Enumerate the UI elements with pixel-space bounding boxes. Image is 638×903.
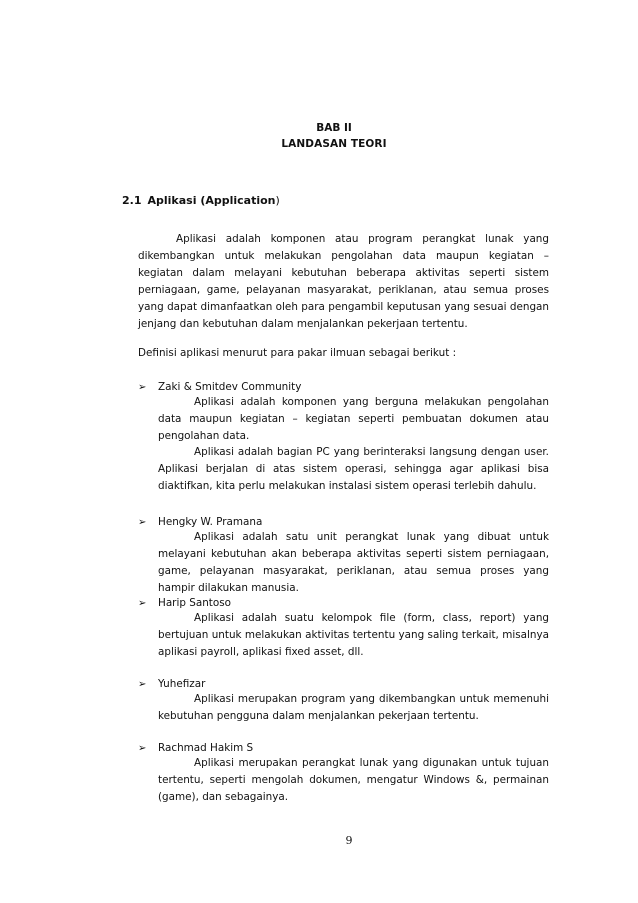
expert-definition: Aplikasi adalah suatu kelompok file (form, class, report) yang bertujuan untuk melakukan aktivitas tertentu yang saling terkait, misalnya aplikasi payroll, aplikasi fixed asset, dll.: [158, 612, 549, 659]
section-heading: [122, 194, 280, 207]
bullet-arrow-icon: ➢: [138, 382, 147, 393]
expert-name: Harip Santoso: [158, 597, 231, 609]
expert-definition: Aplikasi adalah satu unit perangkat lunak yang dibuat untuk melayani kebutuhan akan beberapa aktivitas seperti sistem perniagaan, game, pelayanan masyarakat, periklanan, atau semua proses yang hampir dilakukan manusia.: [158, 531, 549, 595]
expert-name: Rachmad Hakim S: [158, 742, 254, 754]
intro-paragraph: Aplikasi adalah komponen atau program perangkat lunak yang dikembangkan untuk melakukan pengolahan data maupun kegiatan – kegiatan dalam melayani kebutuhan beberapa aktivitas seperti sistem perniagaan, game, pelayanan masyarakat, periklanan, atau semua proses yang dapat dimanfaatkan oleh para pengambil keputusan yang sesuai dengan jenjang dan kebutuhan dalam menjalankan pekerjaan tertentu.: [138, 233, 549, 331]
section-title-tail: ): [275, 194, 280, 207]
bullet-arrow-icon: ➢: [138, 679, 147, 690]
bullet-arrow-icon: ➢: [138, 517, 147, 528]
bullet-arrow-icon: ➢: [138, 598, 147, 609]
expert-name: Hengky W. Pramana: [158, 516, 263, 528]
expert-item: [138, 516, 262, 528]
expert-name: Yuhefizar: [158, 678, 206, 690]
expert-item: [138, 678, 205, 690]
page-number: 9: [345, 834, 353, 847]
section-number: 2.1: [122, 194, 142, 207]
expert-definition: Aplikasi merupakan program yang dikembangkan untuk memenuhi kebutuhan pengguna dalam menjalankan pekerjaan tertentu.: [158, 693, 549, 723]
expert-definition: Aplikasi merupakan perangkat lunak yang digunakan untuk tujuan tertentu, seperti mengolah dokumen, mengatur Windows &, permainan (game), dan sebagainya.: [158, 757, 549, 804]
bullet-arrow-icon: ➢: [138, 743, 147, 754]
chapter-title: LANDASAN TEORI: [281, 138, 387, 150]
expert-definition: Aplikasi adalah bagian PC yang berinteraksi langsung dengan user. Aplikasi berjalan di atas sistem operasi, sehingga agar aplikasi bisa diaktifkan, kita perlu melakukan instalasi sistem operasi terlebih dahulu.: [158, 446, 549, 493]
expert-item: [138, 742, 253, 754]
expert-item: [138, 597, 231, 609]
expert-item: [138, 381, 301, 393]
definitions-intro: Definisi aplikasi menurut para pakar ilmuan sebagai berikut :: [138, 347, 457, 359]
section-title: Aplikasi (Application: [147, 194, 276, 207]
chapter-label: BAB II: [316, 122, 352, 134]
expert-definition: Aplikasi adalah komponen yang berguna melakukan pengolahan data maupun kegiatan – kegiatan seperti pembuatan dokumen atau pengolahan data.: [158, 396, 549, 443]
expert-name: Zaki & Smitdev Community: [158, 381, 302, 393]
